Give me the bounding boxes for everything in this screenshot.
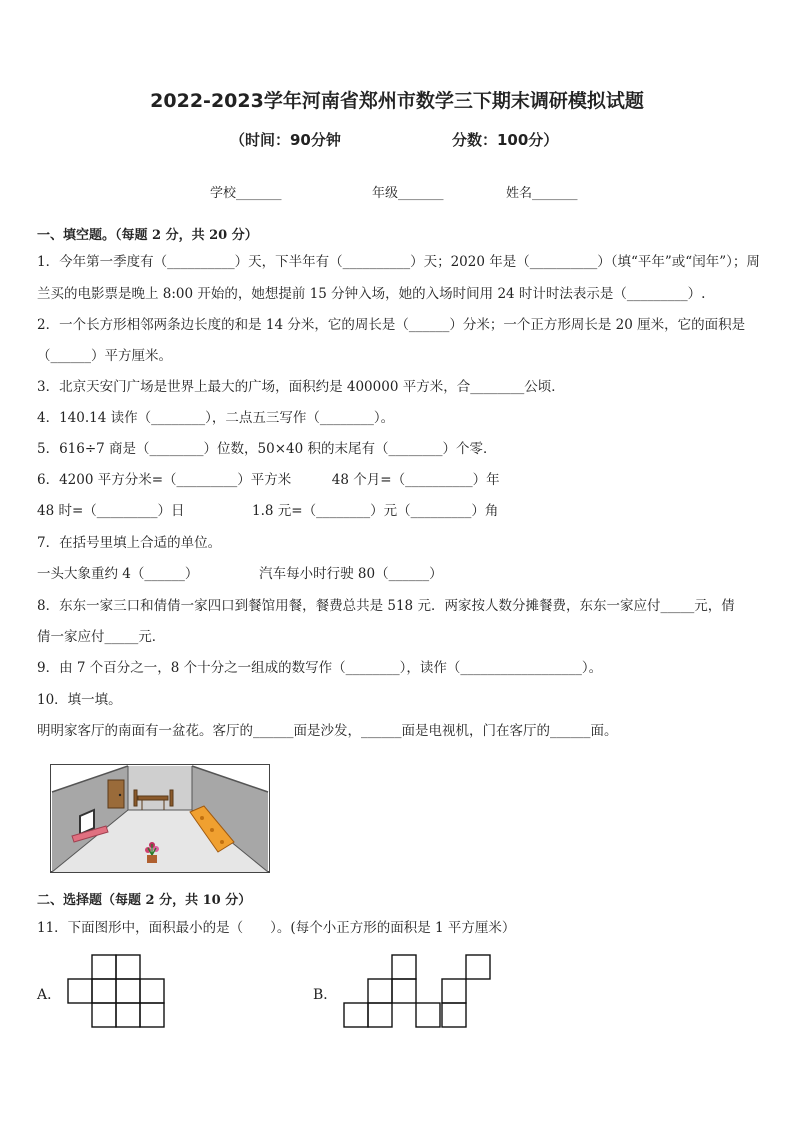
- exam-score: 分数：100分）: [452, 131, 559, 149]
- question-line: 一头大象重约 4（______） 汽车每小时行驶 80（______）: [37, 566, 443, 582]
- option-b-grid: [342, 954, 496, 1032]
- question-line: 6．4200 平方分米=（_________）平方米 48 个月=（__________）年: [37, 472, 500, 488]
- question-line: 48 时=（_________）日 1.8 元=（________）元（_________）角: [37, 503, 499, 519]
- name-field: 姓名_______: [506, 186, 578, 201]
- question-line: 2．一个长方形相邻两条边长度的和是 14 分米，它的周长是（______）分米；一个正方形周长是 20 厘米，它的面积是: [37, 317, 746, 333]
- question-line: 兰买的电影票是晚上 8:00 开始的，她想提前 15 分钟入场，她的入场时间用 24 时计时法表示是（_________）.: [37, 286, 706, 302]
- question-11: 11．下面图形中，面积最小的是（ ）。(每个小正方形的面积是 1 平方厘米）: [37, 920, 516, 936]
- page-title: 2022-2023学年河南省郑州市数学三下期末调研模拟试题: [150, 90, 644, 112]
- question-line: 10．填一填。: [37, 692, 122, 708]
- question-line: 3．北京天安门广场是世界上最大的广场，面积约是 400000 平方米，合________公顷．: [37, 379, 565, 395]
- question-line: 9．由 7 个百分之一，8 个十分之一组成的数写作（________），读作（__________________）。: [37, 660, 603, 676]
- question-line: 4．140.14 读作（________），二点五三写作（________）。: [37, 410, 395, 426]
- section-fill-blank-heading: 一、填空题。（每题 2 分，共 20 分）: [37, 228, 258, 243]
- question-line: （______）平方厘米。: [37, 348, 172, 364]
- question-line: 倩一家应付_____元．: [37, 629, 166, 645]
- section-choice-heading: 二、选择题（每题 2 分，共 10 分）: [37, 893, 252, 908]
- living-room-illustration: [50, 764, 270, 874]
- question-line: 1．今年第一季度有（__________）天，下半年有（__________）天；2020 年是（__________）（填“平年”或“闰年”）；周: [37, 254, 760, 270]
- option-a-label: A．: [37, 987, 62, 1003]
- question-line: 5．616÷7 商是（________）位数，50×40 积的末尾有（________）个零．: [37, 441, 497, 457]
- question-line: 明明家客厅的南面有一盆花。客厅的______面是沙发，______面是电视机，门在客厅的______面。: [37, 723, 618, 739]
- school-field: 学校_______: [210, 186, 282, 201]
- question-line: 8．东东一家三口和倩倩一家四口到餐馆用餐，餐费总共是 518 元．两家按人数分摊餐费，东东一家应付_____元，倩: [37, 598, 735, 614]
- option-a-grid: [66, 954, 170, 1032]
- grade-field: 年级_______: [372, 186, 444, 201]
- question-line: 7．在括号里填上合适的单位。: [37, 535, 222, 551]
- exam-time: （时间：90分钟: [230, 131, 341, 149]
- option-b-label: B．: [313, 987, 338, 1003]
